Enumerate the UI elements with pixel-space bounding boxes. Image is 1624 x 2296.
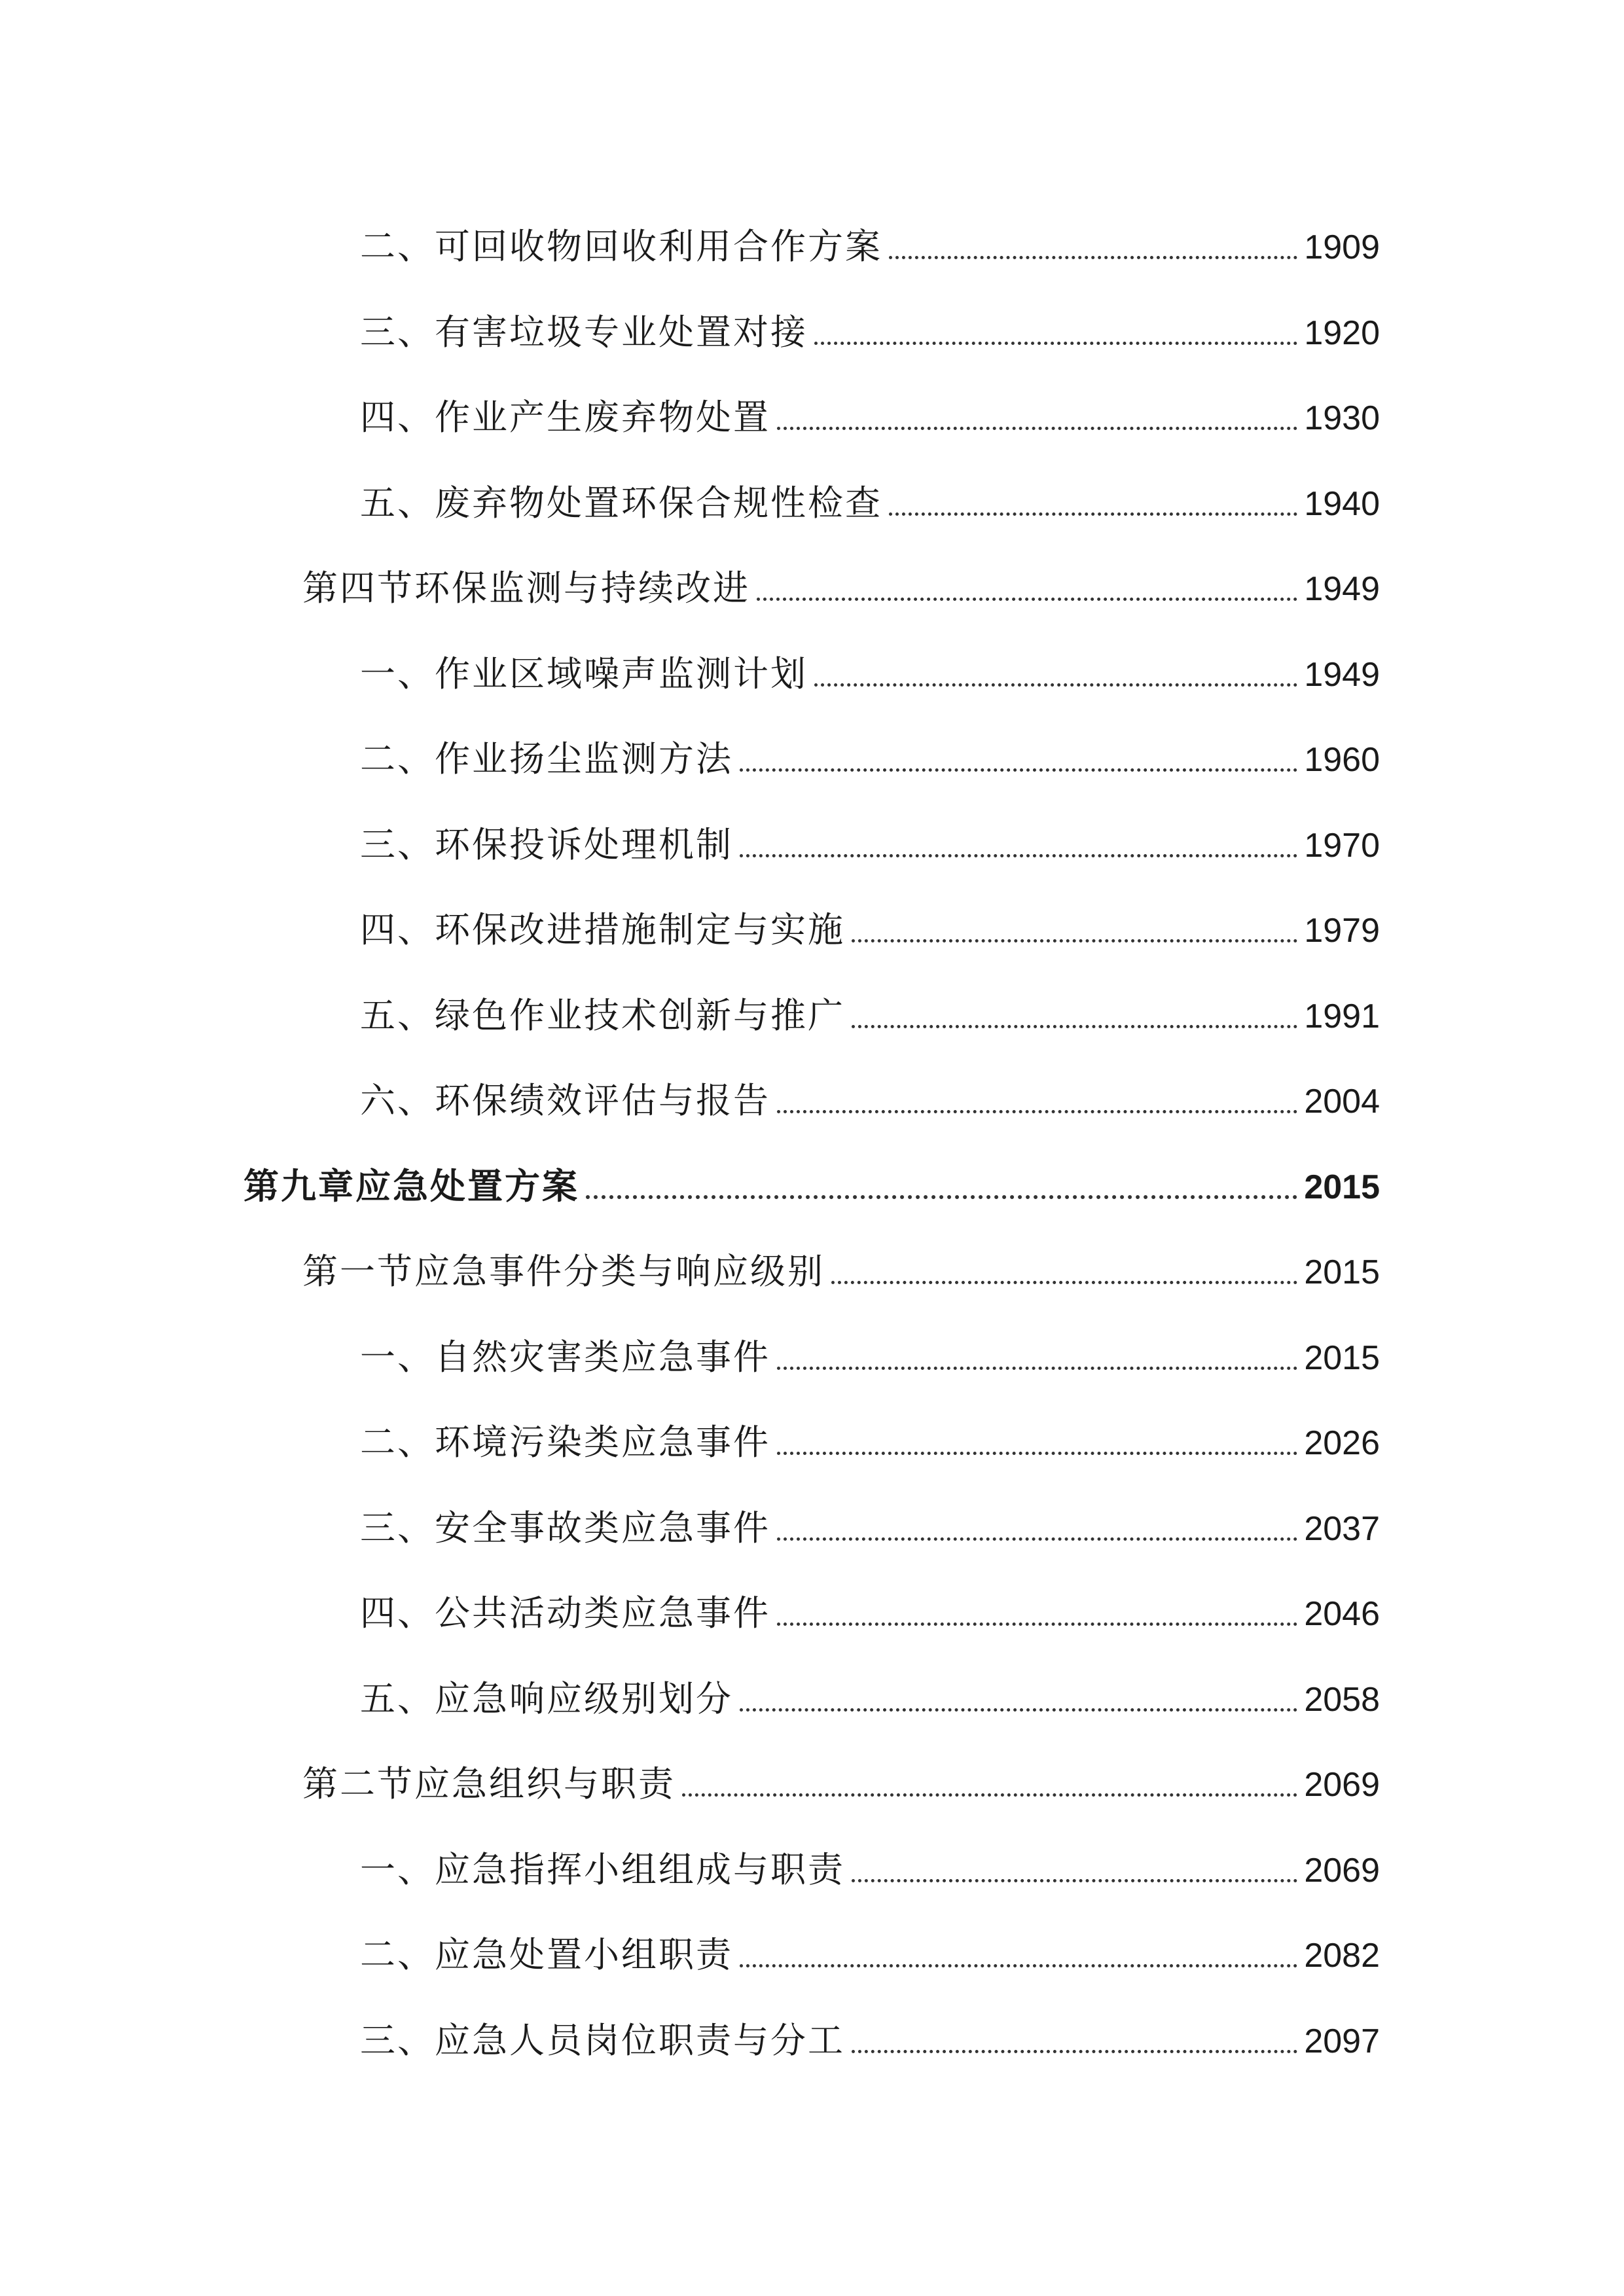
toc-dot-leader: [831, 1281, 1297, 1284]
toc-dot-leader: [814, 342, 1297, 345]
toc-entry-item[interactable]: [360, 1064, 1380, 1122]
toc-dot-leader: [777, 1623, 1297, 1626]
toc-entry-item[interactable]: [360, 1491, 1380, 1550]
toc-entry-item[interactable]: [360, 637, 1380, 696]
toc-dot-leader: [814, 683, 1297, 687]
toc-dot-leader: [777, 1537, 1297, 1541]
toc-entry-title: 二、作业扬尘监测方法: [360, 740, 733, 779]
toc-entry-title: 四、环保改进措施制定与实施: [360, 910, 845, 950]
toc-entry-page-number: 1920: [1304, 314, 1380, 352]
toc-entry-section[interactable]: [302, 1747, 1380, 1806]
toc-entry-item[interactable]: [360, 466, 1380, 525]
toc-dot-leader: [889, 256, 1297, 259]
toc-entry-item[interactable]: [360, 1833, 1380, 1892]
toc-entry-title: 五、应急响应级别划分: [360, 1679, 733, 1719]
toc-entry-page-number: 2015: [1304, 1168, 1380, 1206]
toc-entry-page-number: 2069: [1304, 1766, 1380, 1804]
toc-entry-item[interactable]: [360, 1405, 1380, 1464]
toc-dot-leader: [777, 1452, 1297, 1455]
toc-entry-title: 六、环保绩效评估与报告: [360, 1081, 770, 1121]
toc-entry-title: 二、应急处置小组职责: [360, 1935, 733, 1975]
toc-dot-leader: [852, 1879, 1297, 1882]
toc-entry-title: 三、应急人员岗位职责与分工: [360, 2020, 845, 2060]
toc-entry-title: 第四节环保监测与持续改进: [302, 569, 750, 608]
toc-entry-title: 五、绿色作业技术创新与推广: [360, 996, 845, 1035]
toc-dot-leader: [852, 939, 1297, 942]
toc-entry-page-number: 2037: [1304, 1509, 1380, 1548]
toc-entry-page-number: 1949: [1304, 570, 1380, 608]
toc-entry-page-number: 1949: [1304, 655, 1380, 694]
toc-entry-item[interactable]: [360, 295, 1380, 354]
toc-dot-leader: [852, 2050, 1297, 2053]
toc-dot-leader: [852, 1025, 1297, 1028]
toc-entry-title: 四、公共活动类应急事件: [360, 1594, 770, 1633]
toc-dot-leader: [777, 427, 1297, 430]
toc-entry-page-number: 1909: [1304, 228, 1380, 266]
toc-entry-page-number: 1930: [1304, 399, 1380, 437]
toc-entry-title: 三、安全事故类应急事件: [360, 1508, 770, 1548]
toc-entry-page-number: 1960: [1304, 741, 1380, 779]
toc-entry-title: 三、有害垃圾专业处置对接: [360, 312, 808, 352]
toc-entry-section[interactable]: [302, 1234, 1380, 1293]
toc-entry-item[interactable]: [360, 2003, 1380, 2062]
toc-entry-title: 第二节应急组织与职责: [302, 1765, 676, 1804]
toc-entry-item[interactable]: [360, 209, 1380, 268]
toc-entry-page-number: 1991: [1304, 997, 1380, 1035]
toc-entry-item[interactable]: [360, 722, 1380, 781]
toc-entry-title: 第一节应急事件分类与响应级别: [302, 1252, 825, 1291]
toc-dot-leader: [740, 1964, 1297, 1967]
toc-entry-title: 二、可回收物回收利用合作方案: [360, 227, 882, 266]
toc-entry-chapter[interactable]: [244, 1149, 1380, 1208]
toc-entry-page-number: 1940: [1304, 484, 1380, 523]
toc-entry-page-number: 2004: [1304, 1083, 1380, 1121]
toc-dot-leader: [889, 512, 1297, 516]
toc-dot-leader: [740, 854, 1297, 857]
toc-entry-item[interactable]: [360, 978, 1380, 1037]
toc-entry-page-number: 2015: [1304, 1253, 1380, 1291]
toc-entry-item[interactable]: [360, 893, 1380, 952]
toc-entry-page-number: 2015: [1304, 1338, 1380, 1377]
toc-entry-page-number: 1979: [1304, 912, 1380, 950]
toc-entry-item[interactable]: [360, 380, 1380, 439]
toc-dot-leader: [586, 1195, 1297, 1199]
toc-entry-section[interactable]: [302, 551, 1380, 610]
toc-entry-item[interactable]: [360, 1918, 1380, 1977]
toc-entry-title: 一、应急指挥小组组成与职责: [360, 1850, 845, 1890]
toc-entry-page-number: 2046: [1304, 1595, 1380, 1633]
toc-entry-title: 二、环境污染类应急事件: [360, 1423, 770, 1462]
toc-entry-item[interactable]: [360, 1662, 1380, 1721]
toc-entry-item[interactable]: [360, 808, 1380, 867]
toc-entry-title: 第九章应急处置方案: [244, 1166, 579, 1206]
toc-dot-leader: [682, 1793, 1297, 1797]
toc-entry-title: 四、作业产生废弃物处置: [360, 398, 770, 437]
toc-entry-page-number: 1970: [1304, 826, 1380, 865]
toc-entry-page-number: 2058: [1304, 1680, 1380, 1719]
toc-entry-page-number: 2097: [1304, 2022, 1380, 2060]
toc-entry-page-number: 2026: [1304, 1424, 1380, 1462]
toc-entry-title: 五、废弃物处置环保合规性检查: [360, 483, 882, 523]
toc-dot-leader: [740, 1708, 1297, 1712]
toc-dot-leader: [757, 598, 1297, 601]
toc-dot-leader: [777, 1110, 1297, 1113]
toc-entry-title: 一、自然灾害类应急事件: [360, 1337, 770, 1377]
toc-dot-leader: [777, 1367, 1297, 1370]
toc-dot-leader: [740, 768, 1297, 772]
toc-entry-title: 一、作业区域噪声监测计划: [360, 654, 808, 694]
toc-entry-item[interactable]: [360, 1576, 1380, 1635]
toc-entry-page-number: 2069: [1304, 1851, 1380, 1890]
toc-entry-title: 三、环保投诉处理机制: [360, 825, 733, 865]
toc-entry-page-number: 2082: [1304, 1937, 1380, 1975]
toc-entry-item[interactable]: [360, 1320, 1380, 1379]
